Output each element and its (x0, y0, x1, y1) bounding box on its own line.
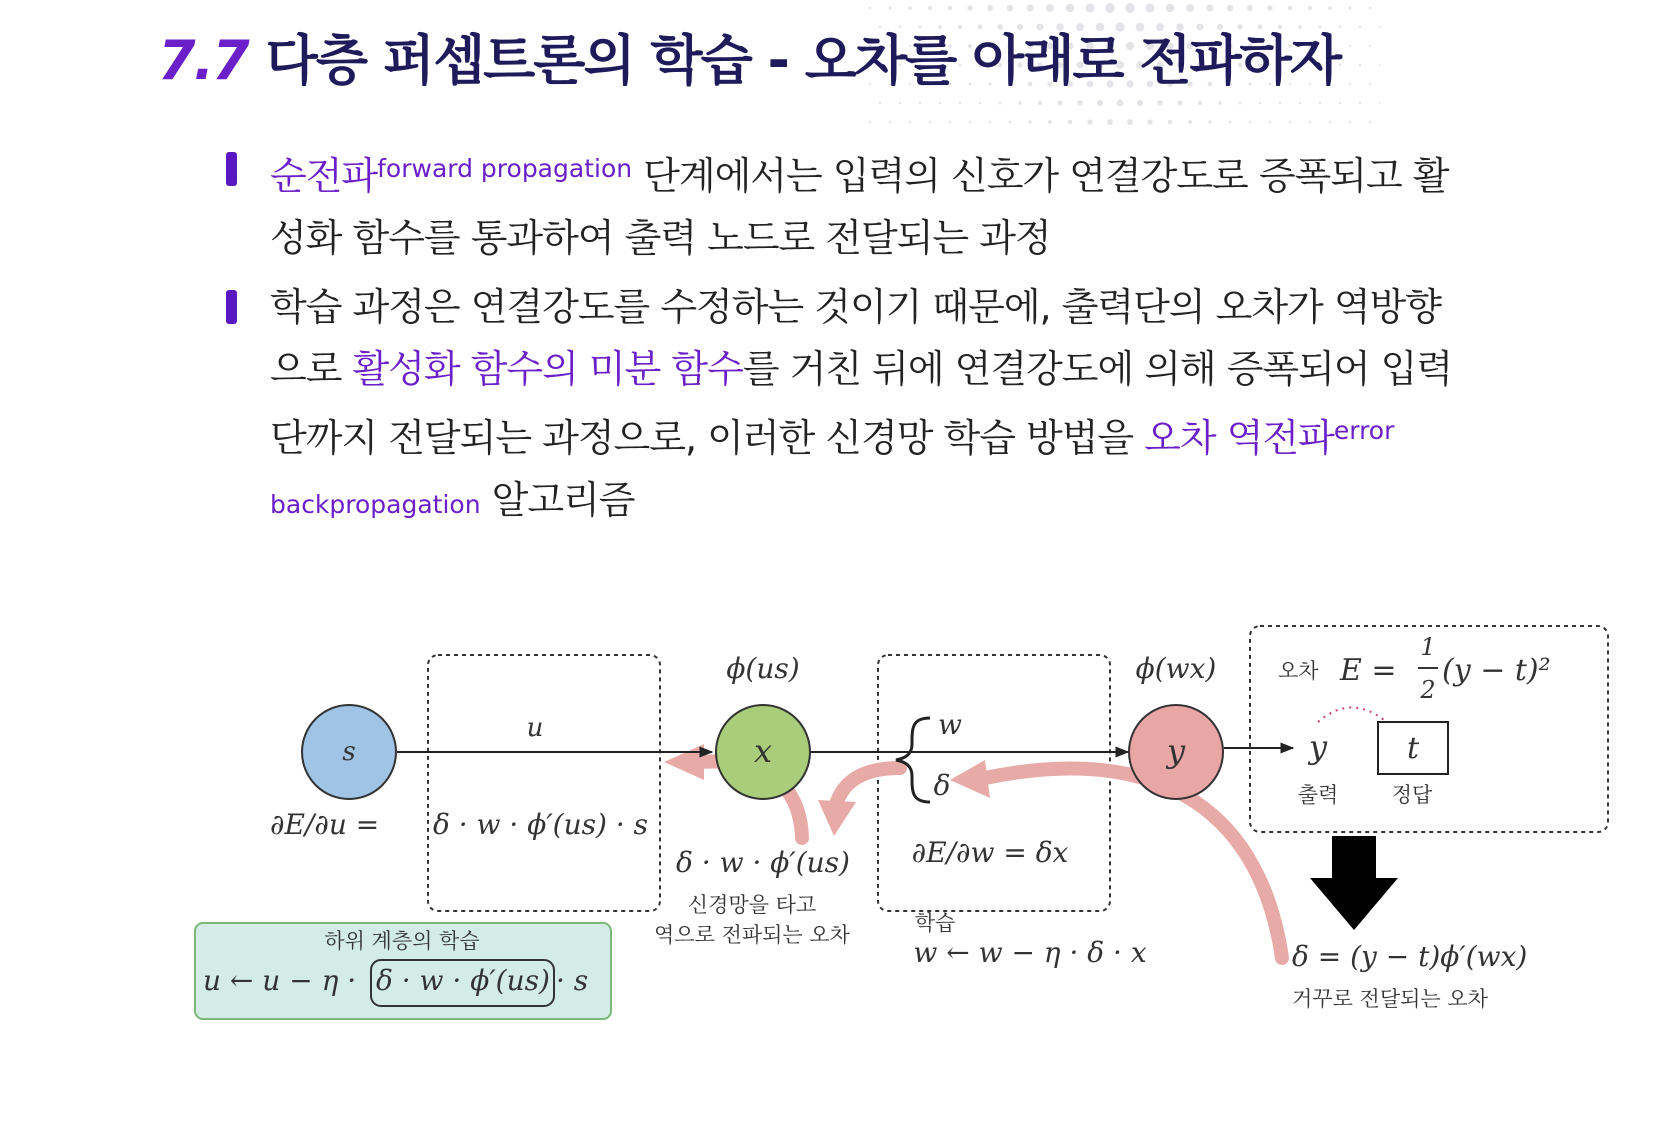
term-forward: 순전파 (270, 154, 378, 198)
section-number: 7.7 (158, 29, 248, 92)
lower-eq-right: · s (556, 964, 589, 997)
delta-eq: δ = (y − t)ϕ′(wx) (1292, 940, 1528, 973)
dE-du-label: ∂E/∂u = (270, 808, 380, 841)
back-arrow-output-head (950, 760, 990, 798)
output-caption: 출력 (1297, 783, 1339, 807)
bullet-line: 성화 함수를 통과하여 출력 노드로 전달되는 과정 (270, 216, 1051, 260)
error-eq-lhs: E = (1340, 653, 1397, 688)
node-x-label: x (753, 732, 773, 770)
down-arrow (1310, 836, 1398, 930)
bullet-text: 알고리즘 (480, 478, 635, 522)
term-forward-en: forward propagation (377, 154, 633, 183)
learning-label: 학습 (914, 911, 956, 935)
phi-us-label: ϕ(us) (726, 652, 800, 685)
brace (896, 718, 930, 802)
term-backprop-en-a: error (1333, 416, 1395, 445)
dE-du-rhs: δ · w · ϕ′(us) · s (433, 808, 648, 841)
bullet-text: 단계에서는 입력의 신호가 연결강도로 증폭되고 활 (632, 154, 1449, 198)
lower-layer-title: 하위 계층의 학습 (324, 929, 480, 953)
weight-update-eq: w ← w − η · δ · x (913, 936, 1147, 969)
error-eq-rhs: (y − t)² (1442, 653, 1551, 688)
propagated-caption-2: 역으로 전파되는 오차 (654, 923, 850, 947)
phi-wx-label: ϕ(wx) (1135, 652, 1217, 685)
node-y-label: y (1166, 732, 1186, 770)
bullet-text: 단까지 전달되는 과정으로, 이러한 신경망 학습 방법을 (270, 416, 1145, 460)
delta-caption: 거꾸로 전달되는 오차 (1292, 987, 1488, 1011)
title-text: 다층 퍼셉트론의 학습 - 오차를 아래로 전파하자 (265, 29, 1340, 92)
term-backprop-en-b: backpropagation (270, 490, 481, 519)
output-y-label: y (1308, 728, 1328, 766)
term-backprop: 오차 역전파 (1144, 416, 1334, 460)
propagated-caption-1: 신경망을 타고 (687, 893, 817, 917)
brace-w-label: w (938, 708, 962, 741)
target-t-label: t (1406, 731, 1420, 766)
error-half-numerator: 1 (1420, 633, 1436, 661)
error-half-denominator: 2 (1420, 676, 1436, 704)
bullet-text: 으로 (270, 347, 353, 391)
error-link-dotted (1318, 707, 1384, 722)
highlight-derivative: 활성화 함수의 미분 함수 (352, 347, 743, 391)
error-label: 오차 (1278, 659, 1319, 683)
lower-eq-boxed: δ · w · ϕ′(us) (376, 964, 550, 997)
brace-delta-label: δ (933, 769, 951, 802)
dashed-box-input-layer (428, 655, 660, 911)
bullet-line: 학습 과정은 연결강도를 수정하는 것이기 때문에, 출력단의 오차가 역방향 (270, 285, 1441, 329)
node-s-label: s (342, 737, 356, 767)
lower-eq-left: u ← u − η · (203, 964, 357, 997)
weight-u-label: u (526, 713, 544, 743)
back-arrow-middle-head (818, 800, 856, 836)
dE-dw-label: ∂E/∂w = δx (911, 836, 1069, 869)
bullet-text: 를 거친 뒤에 연결강도에 의해 증폭되어 입력 (742, 347, 1453, 391)
answer-caption: 정답 (1391, 783, 1433, 807)
delta-w-phi-label: δ · w · ϕ′(us) (676, 846, 850, 879)
back-arrow-hidden-head (664, 744, 704, 780)
